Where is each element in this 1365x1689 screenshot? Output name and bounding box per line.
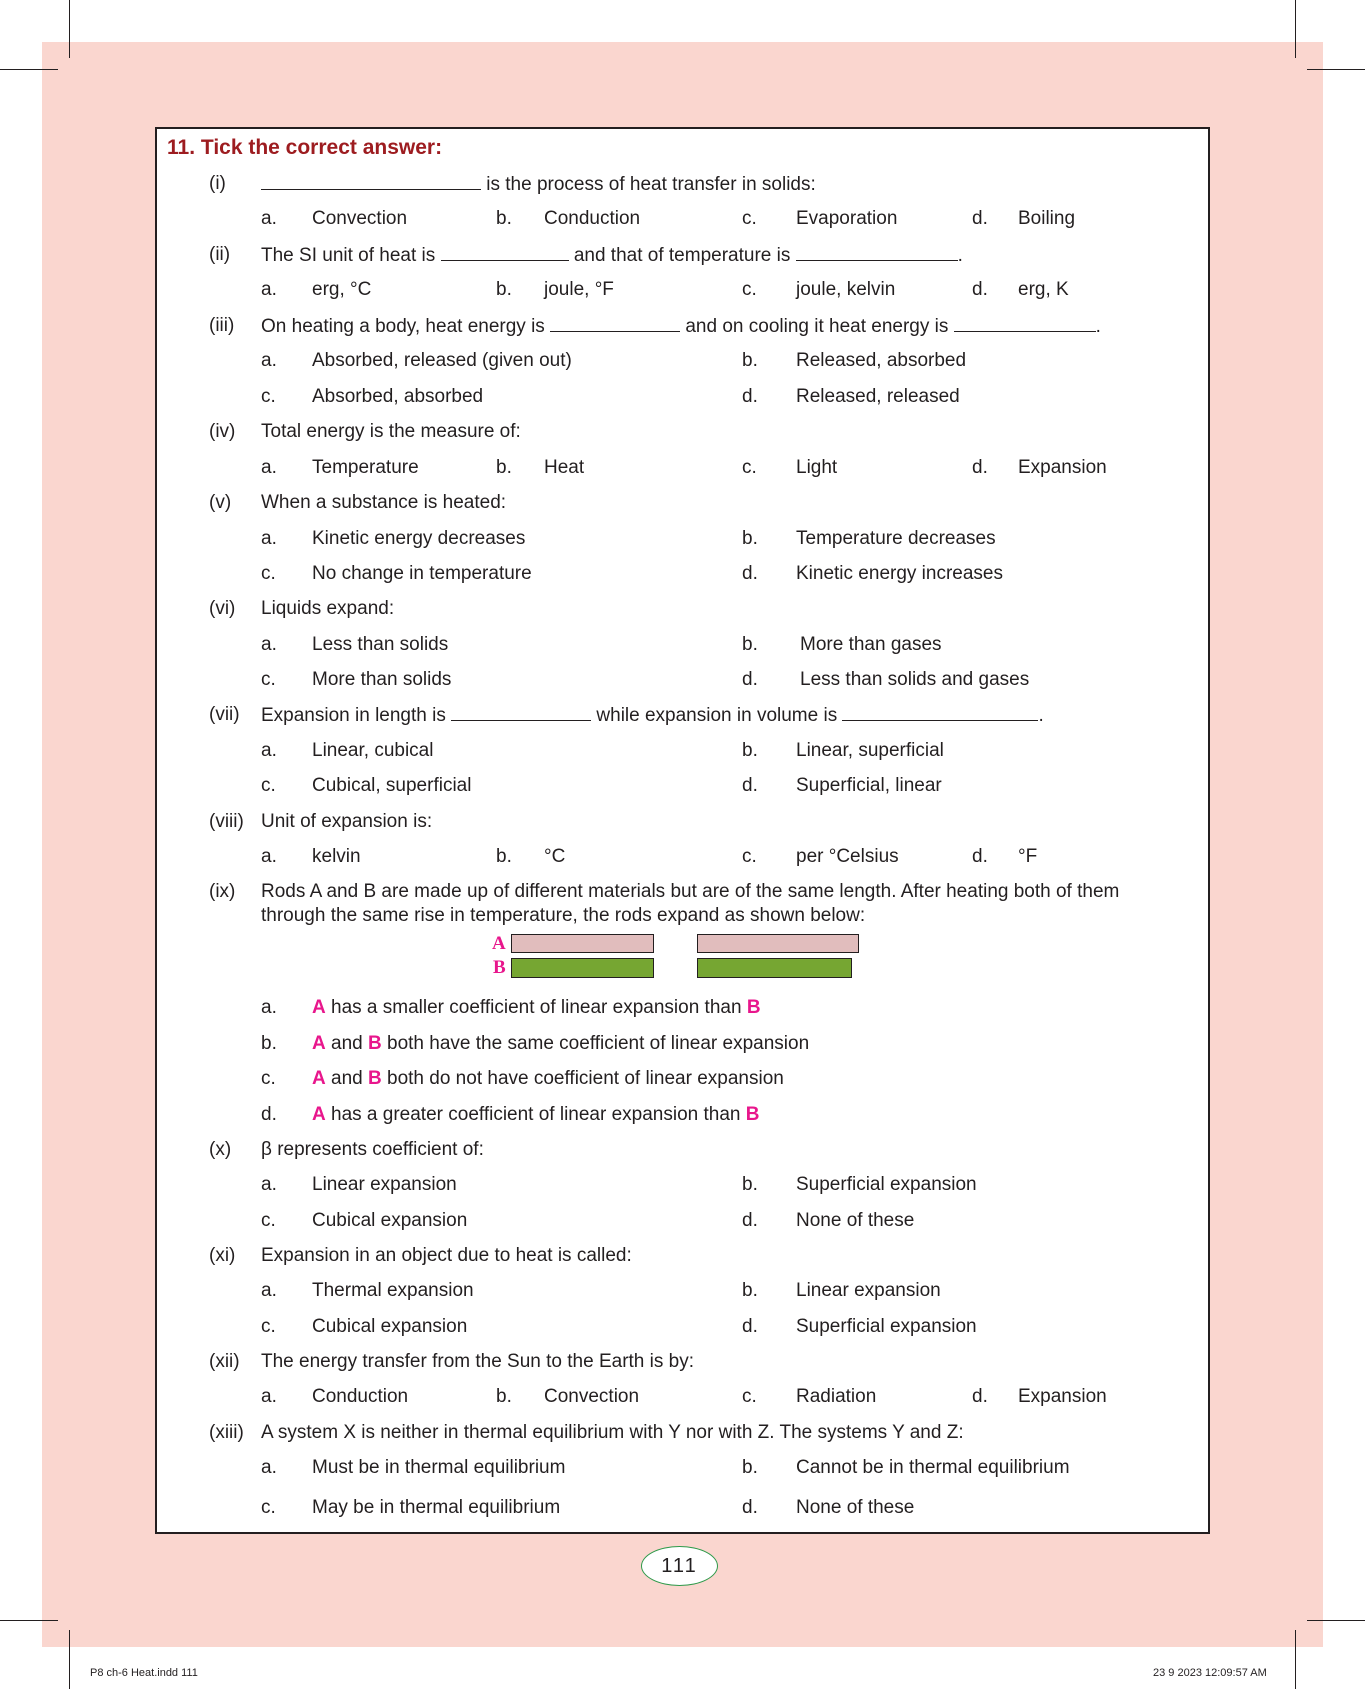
option-label: c. <box>742 279 757 300</box>
option-label: b. <box>496 279 512 300</box>
option-text: Radiation <box>796 1386 877 1407</box>
question-number: (vii) <box>209 704 240 725</box>
question-text: The energy transfer from the Sun to the Earth is by: <box>261 1351 694 1372</box>
question-number: (xi) <box>209 1245 236 1266</box>
option-text: Linear expansion <box>312 1174 457 1195</box>
question-text: Liquids expand: <box>261 598 395 619</box>
option-label: c. <box>261 775 276 796</box>
option-label: a. <box>261 279 277 300</box>
option-label: d. <box>972 457 988 478</box>
question-text: A system X is neither in thermal equilibrium with Y nor with Z. The systems Y and Z: <box>261 1422 964 1443</box>
question-text: Rods A and B are made up of different materials but are of the same length. After heating both of them <box>261 881 1120 902</box>
question-number: (v) <box>209 492 232 513</box>
option-text: Less than solids and gases <box>800 669 1030 690</box>
option-text: Kinetic energy increases <box>796 563 1003 584</box>
question-text: Expansion in an object due to heat is called: <box>261 1245 632 1266</box>
option-text: Superficial expansion <box>796 1316 977 1337</box>
option-label: a. <box>261 1174 277 1195</box>
option-label: a. <box>261 997 277 1018</box>
crop-mark <box>69 1630 70 1689</box>
option-label: a. <box>261 457 277 478</box>
option-label: d. <box>742 563 758 584</box>
option-text: °F <box>1018 846 1038 867</box>
crop-mark <box>1307 69 1365 70</box>
option-label: b. <box>742 1280 758 1301</box>
option-text: Superficial expansion <box>796 1174 977 1195</box>
option-text: Thermal expansion <box>312 1280 474 1301</box>
question-text: On heating a body, heat energy is and on cooling it heat energy is . <box>261 316 1101 337</box>
option-label: d. <box>972 208 988 229</box>
page-number: 111 <box>641 1546 718 1586</box>
option-label: d. <box>972 846 988 867</box>
rod-a-label: A <box>492 933 506 954</box>
option-text: Linear, superficial <box>796 740 944 761</box>
option-text: None of these <box>796 1210 915 1231</box>
option-text: Must be in thermal equilibrium <box>312 1457 566 1478</box>
option-text: Light <box>796 457 838 478</box>
question-number: (viii) <box>209 811 244 832</box>
question-number: (iii) <box>209 315 235 336</box>
option-label: c. <box>261 563 276 584</box>
option-text: Expansion <box>1018 457 1107 478</box>
option-label: c. <box>742 208 757 229</box>
option-text: Linear expansion <box>796 1280 941 1301</box>
option-label: c. <box>261 1497 276 1518</box>
option-text: per °Celsius <box>796 846 899 867</box>
option-text: None of these <box>796 1497 915 1518</box>
option-label: c. <box>742 846 757 867</box>
question-text: Total energy is the measure of: <box>261 421 521 442</box>
option-label: c. <box>261 386 276 407</box>
question-number: (ii) <box>209 244 231 265</box>
option-text: Released, absorbed <box>796 350 967 371</box>
option-text: A has a smaller coefficient of linear expansion than B <box>312 997 761 1018</box>
option-label: c. <box>742 1386 757 1407</box>
option-text: joule, °F <box>544 279 614 300</box>
question-number: (ix) <box>209 881 236 902</box>
option-label: b. <box>496 846 512 867</box>
question-text: Expansion in length is while expansion in volume is . <box>261 705 1044 726</box>
option-label: c. <box>261 1210 276 1231</box>
option-text: Absorbed, absorbed <box>312 386 484 407</box>
option-text: May be in thermal equilibrium <box>312 1497 561 1518</box>
option-label: b. <box>742 1174 758 1195</box>
option-label: d. <box>972 1386 988 1407</box>
crop-mark <box>0 1620 58 1621</box>
option-text: Less than solids <box>312 634 449 655</box>
option-text: erg, K <box>1018 279 1069 300</box>
crop-mark <box>69 0 70 58</box>
question-number: (iv) <box>209 421 236 442</box>
option-text: erg, °C <box>312 279 372 300</box>
option-label: b. <box>742 1457 758 1478</box>
option-label: b. <box>742 634 758 655</box>
option-text: Released, released <box>796 386 960 407</box>
crop-mark <box>1295 1630 1296 1689</box>
rod-b-after <box>697 958 852 978</box>
option-text: Conduction <box>312 1386 409 1407</box>
option-text: joule, kelvin <box>796 279 896 300</box>
option-label: a. <box>261 208 277 229</box>
option-text: Convection <box>544 1386 640 1407</box>
option-label: a. <box>261 740 277 761</box>
question-number: (xii) <box>209 1351 240 1372</box>
option-text: A and B both have the same coefficient of linear expansion <box>312 1033 810 1054</box>
option-text: A has a greater coefficient of linear expansion than B <box>312 1104 760 1125</box>
option-text: No change in temperature <box>312 563 532 584</box>
rod-a-before <box>511 934 654 953</box>
option-label: b. <box>496 457 512 478</box>
crop-mark <box>1307 1620 1365 1621</box>
rod-b-before <box>511 958 654 978</box>
question-number: (x) <box>209 1139 232 1160</box>
option-label: a. <box>261 846 277 867</box>
option-text: Cannot be in thermal equilibrium <box>796 1457 1070 1478</box>
question-text: The SI unit of heat is and that of temperature is . <box>261 245 963 266</box>
option-text: Linear, cubical <box>312 740 434 761</box>
option-text: Boiling <box>1018 208 1076 229</box>
option-label: d. <box>742 1210 758 1231</box>
question-number: (i) <box>209 173 226 194</box>
option-label: c. <box>261 669 276 690</box>
option-label: c. <box>261 1068 276 1089</box>
option-text: Conduction <box>544 208 641 229</box>
option-label: b. <box>261 1033 277 1054</box>
crop-mark <box>1295 0 1296 58</box>
option-text: Cubical expansion <box>312 1210 468 1231</box>
rod-a-after <box>697 934 859 953</box>
option-label: d. <box>742 1316 758 1337</box>
option-label: b. <box>496 1386 512 1407</box>
option-text: Evaporation <box>796 208 898 229</box>
option-label: c. <box>742 457 757 478</box>
option-text: Convection <box>312 208 408 229</box>
rod-b-label: B <box>493 957 506 978</box>
option-text: Cubical expansion <box>312 1316 468 1337</box>
option-text: Absorbed, released (given out) <box>312 350 572 371</box>
option-label: b. <box>742 350 758 371</box>
option-text: Cubical, superficial <box>312 775 472 796</box>
option-text: Expansion <box>1018 1386 1107 1407</box>
option-text: Temperature <box>312 457 419 478</box>
option-label: b. <box>742 740 758 761</box>
option-label: b. <box>742 528 758 549</box>
slug-timestamp: 23 9 2023 12:09:57 AM <box>1153 1667 1267 1679</box>
question-text-line2: through the same rise in temperature, the rods expand as shown below: <box>261 905 866 926</box>
option-label: c. <box>261 1316 276 1337</box>
slug-file-info: P8 ch-6 Heat.indd 111 <box>90 1667 198 1679</box>
option-label: a. <box>261 1386 277 1407</box>
option-label: d. <box>972 279 988 300</box>
option-text: Kinetic energy decreases <box>312 528 526 549</box>
option-text: More than solids <box>312 669 452 690</box>
crop-mark <box>0 69 58 70</box>
option-text: Superficial, linear <box>796 775 942 796</box>
question-text: Unit of expansion is: <box>261 811 433 832</box>
option-label: a. <box>261 634 277 655</box>
option-label: a. <box>261 1280 277 1301</box>
option-label: d. <box>261 1104 277 1125</box>
section-heading: 11. Tick the correct answer: <box>167 136 443 159</box>
question-number: (vi) <box>209 598 236 619</box>
option-label: d. <box>742 1497 758 1518</box>
question-text: is the process of heat transfer in solids: <box>261 173 816 196</box>
option-text: °C <box>544 846 566 867</box>
answer-blank <box>261 173 481 190</box>
option-label: d. <box>742 775 758 796</box>
option-text: A and B both do not have coefficient of linear expansion <box>312 1068 784 1089</box>
option-label: a. <box>261 1457 277 1478</box>
question-text: When a substance is heated: <box>261 492 507 513</box>
option-label: a. <box>261 528 277 549</box>
option-label: b. <box>496 208 512 229</box>
option-text: More than gases <box>800 634 942 655</box>
question-text: β represents coefficient of: <box>261 1139 484 1160</box>
option-label: d. <box>742 386 758 407</box>
option-label: a. <box>261 350 277 371</box>
option-text: Heat <box>544 457 585 478</box>
question-number: (xiii) <box>209 1422 244 1443</box>
option-label: d. <box>742 669 758 690</box>
option-text: kelvin <box>312 846 361 867</box>
option-text: Temperature decreases <box>796 528 996 549</box>
